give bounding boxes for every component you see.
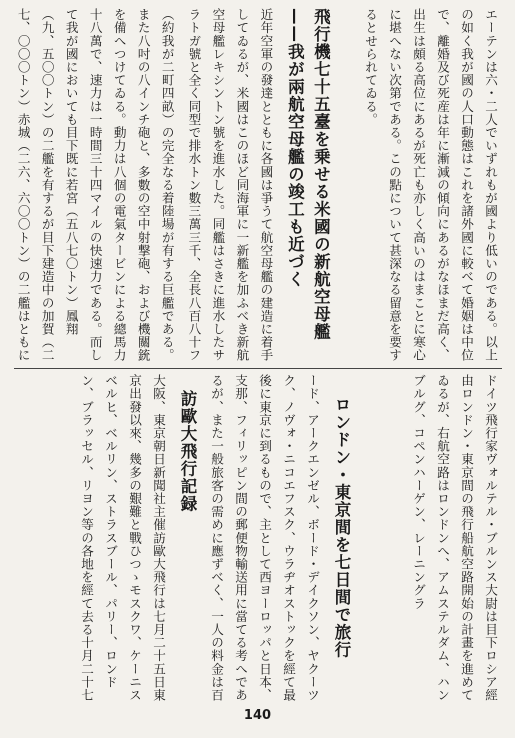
article-text-flight-record: 大阪、東京朝日新聞社主催訪歐大飛行は七月二十五日東京出發以來、幾多の艱難と戰ひつゝモスクワ、ケーニスベルヒ、ベルリン、ストラスブール、パリー、ロンドン、ブラッセル、リヨン等の各地を經て去る十月二十七 bbox=[79, 374, 166, 702]
article-text-carrier-cont: （約我が二町四畝）の完全なる着陸場が有する巨艦である。また八吋の八インチ砲と、多數の空中射撃砲、および機關銃を備へつけてゐる。動力は八個の電氣タービンによる總馬力十八萬で、速力は一時間三十四マイルの快速力である。而して我が國においても目下既に若宮（五八七〇トン）鳳翔（九、五〇〇トン）の二艦を有するが目下建造中の加賀（二七、〇〇〇トン）赤城（二六、六〇〇トン）の二艦はともに bbox=[15, 8, 175, 362]
page-number: 140 bbox=[243, 708, 272, 723]
article-text-london: ドイツ飛行家ヴォルテル・ブルンス大尉は目下ロシア經由ロンドン・東京間の飛行船航空路開始の計畫を進めてゐるが、右航空路はロンドンへ、アムステルダム、ハンブルグ、コペンハーゲン、レーニングラ bbox=[411, 374, 498, 702]
article-heading-london-tokyo: ロンドン・東京間を七日間で旅行 bbox=[332, 396, 351, 659]
article-heading-flight-record: 訪歐大飛行記録 bbox=[178, 390, 197, 513]
top-text-band bbox=[14, 8, 502, 366]
article-heading-aircraft-carrier: 飛行機七十五臺を乗せる米國の新航空母艦——我が兩航空母艦の竣工も近づく bbox=[285, 8, 331, 341]
bottom-text-band bbox=[14, 374, 502, 706]
article-text-population: エーテンは六・二人でいずれもが國より低いのである。以上の如く我が國の人口動態はこれを諸外國に較べて婚姻は中位で、離婚及び死産は年に漸減の傾向にあるがなほまだ高く、出生は頗る高位にあるが死亡も亦しく高いのはまことに寒心に堪へない次第である。この點について甚深なる留意を要するとせられてゐる。 bbox=[363, 8, 498, 362]
article-text-route: ード、アークエンゼル、ボード・デイクソン、ヤクーツク、ノヴォ・ニコエフスク、ウラヂオストックを經て最後に東京に到るもので、主として西ヨーロッパと日本、支那、フィリッピン間の郵便物輸送用に當てる考へであるが、また一般旅客の需めに應ずべく、一人の料金は百 bbox=[209, 374, 320, 702]
section-divider bbox=[14, 368, 502, 369]
article-text-carrier: 近年空軍の發達とともに各國は爭うて航空母艦の建造に着手してゐるが、米國はこのほど同海軍に一新艦を加ふべき新航空母艦レキシントン號を進水した。同艦はさきに進水したサラトガ號と全く同型で排水トン數三萬三千、全長八百八十フ bbox=[186, 8, 274, 362]
